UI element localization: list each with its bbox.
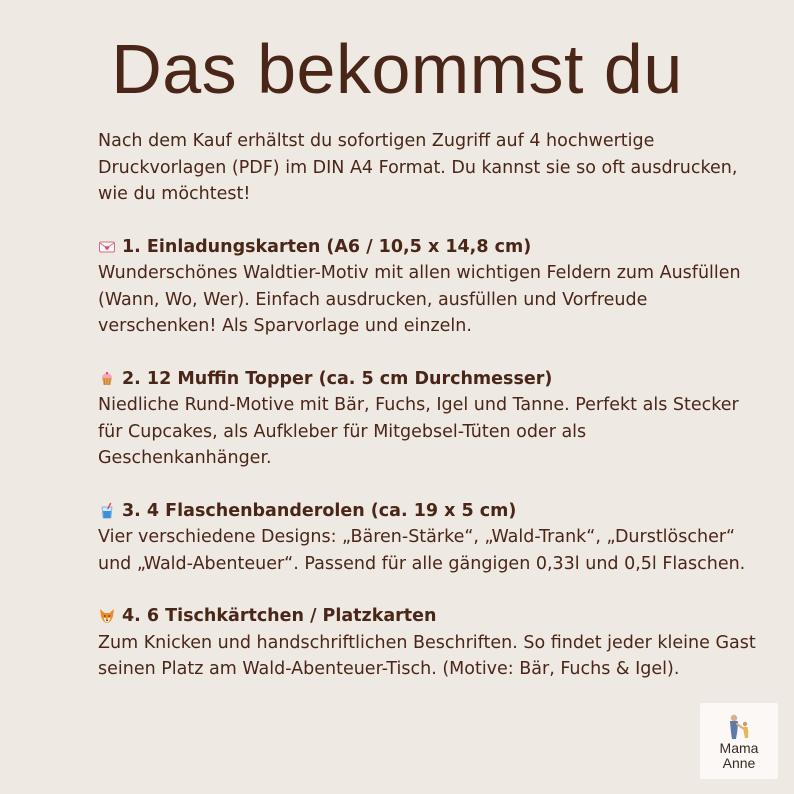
love-letter-icon: [98, 238, 116, 256]
logo-line-mama: Mama: [719, 740, 759, 756]
fox-icon: [98, 607, 116, 625]
section-muffin-topper: [98, 366, 758, 472]
family-illustration-icon: [724, 711, 754, 741]
brand-logo: [700, 703, 778, 779]
cupcake-icon: [98, 370, 116, 388]
section-heading-1: 1. Einladungskarten (A6 / 10,5 x 14,8 cm): [122, 236, 532, 257]
content-area: [98, 128, 758, 709]
section-bottle-bands: [98, 498, 758, 578]
section-heading-3: 3. 4 Flaschenbanderolen (ca. 19 x 5 cm): [122, 500, 517, 521]
page-title: Das bekommst du: [111, 30, 683, 108]
section-description-2: Niedliche Rund-Motive mit Bär, Fuchs, Igel und Tanne. Perfekt als Stecker für Cupcakes, als Aufkleber für Mitgebsel-Tüten oder als Geschenkanhänger.: [98, 395, 739, 468]
section-heading-2: 2. 12 Muffin Topper (ca. 5 cm Durchmesser): [122, 368, 553, 389]
section-heading-4: 4. 6 Tischkärtchen / Platzkarten: [122, 606, 437, 626]
cup-with-straw-icon: [98, 502, 116, 520]
section-description-4: Zum Knicken und handschriftlichen Beschriften. So findet jeder kleine Gast seinen Platz am Wald-Abenteuer-Tisch. (Motive: Bär, Fuchs & Igel).: [98, 632, 756, 679]
section-description-1: Wunderschönes Waldtier-Motiv mit allen wichtigen Feldern zum Ausfüllen (Wann, Wo, Wer). Einfach ausdrucken, ausfüllen und Vorfreude verschenken! Als Sparvorlage und einzeln.: [98, 263, 741, 336]
logo-line-anne: Anne: [722, 755, 756, 771]
section-place-cards: [98, 603, 758, 683]
section-description-3: Vier verschiedene Designs: „Bären-Stärke“, „Wald-Trank“, „Durstlöscher“ und „Wald-Abenteuer“. Passend für alle gängigen 0,33l und 0,5l Flaschen.: [98, 527, 746, 574]
intro-text: Nach dem Kauf erhältst du sofortigen Zugriff auf 4 hochwertige Druckvorlagen (PDF) im DIN A4 Format. Du kannst sie so oft ausdrucken, wie du möchtest!: [98, 131, 738, 204]
section-invitations: [98, 234, 758, 340]
